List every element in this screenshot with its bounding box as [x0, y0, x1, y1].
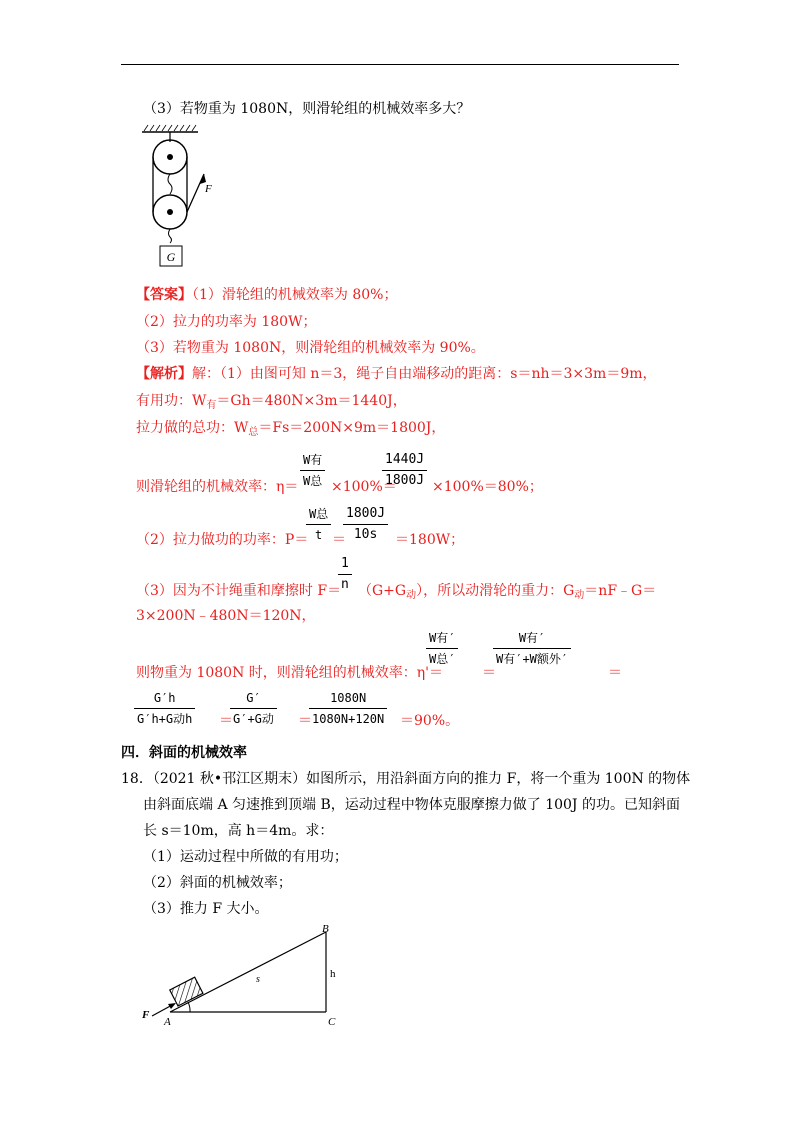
point-c-label: C — [328, 1016, 336, 1028]
analysis-l5b: ＝180W； — [395, 532, 465, 548]
answer-3: （3）若物重为 1080N，则滑轮组的机械效率为 90%。 — [136, 340, 485, 356]
force-label: F — [205, 183, 212, 195]
fraction-1-n: 1 n — [338, 556, 352, 593]
q18-part-1: （1）运动过程中所做的有用功； — [143, 849, 348, 865]
analysis-l9b: ＝90%。 — [400, 713, 460, 729]
fraction-1080: 1080N 1080N+120N — [309, 690, 387, 727]
fraction-w-useful-extra: W有′ W有′+W额外′ — [493, 630, 571, 667]
analysis-l4b: ×100%＝ — [331, 479, 397, 495]
height-h-label: h — [330, 968, 336, 980]
incline-figure — [138, 918, 358, 1028]
q18-part-3: （3）推力 F 大小。 — [143, 901, 269, 917]
fraction-w-useful-total-prime: W有′ W总′ — [426, 630, 458, 667]
slope-s-label: s — [256, 974, 260, 985]
analysis-line-1 — [136, 365, 657, 383]
analysis-l5eq: ＝ — [332, 532, 346, 548]
point-b-label: B — [322, 923, 329, 935]
fraction-gh: G′h G′h+G动h — [134, 690, 195, 727]
answer-line-1 — [136, 286, 397, 304]
fraction-w-total-t: W总 t — [306, 506, 331, 543]
push-force-label: F — [142, 1009, 150, 1021]
analysis-l1: 解：（1）由图可知 n＝3，绳子自由端移动的距离：s＝nh＝3×3m＝9m， — [192, 366, 657, 382]
fraction-w-useful-total: W有 W总 — [300, 452, 325, 489]
q18-line-2: 由斜面底端 A 匀速推到顶端 B，运动过程中物体克服摩擦力做了 100J 的功。已知斜面 — [143, 797, 680, 813]
analysis-l6-rest: $(G+G_动)$，所以动滑轮的重力：$G_动=nF﹣G=$ — [358, 583, 657, 601]
analysis-l8a: 则物重为 1080N 时，则滑轮组的机械效率：η'＝ — [136, 665, 444, 681]
analysis-l5a: （2）拉力做功的功率：P＝ — [136, 532, 309, 548]
analysis-line-3: 拉力做的总功：$W_总=Fs=200N\times 9m=1800J$， — [136, 420, 446, 438]
analysis-l8eq2: ＝ — [608, 665, 622, 681]
q18-line-1: 18．（2021 秋•邗江区期末）如图所示，用沿斜面方向的推力 F，将一个重为 100N 的物体 — [121, 771, 691, 787]
point-a-label: A — [164, 1016, 171, 1028]
analysis-l9eq1: ＝ — [219, 713, 233, 729]
analysis-l4a: 则滑轮组的机械效率：η＝ — [136, 479, 299, 495]
header-rule — [121, 64, 679, 65]
analysis-l7: 3×200N﹣480N＝120N， — [136, 608, 316, 624]
fraction-g: G′ G′+G动 — [230, 690, 277, 727]
analysis-l8eq1: ＝ — [482, 665, 496, 681]
analysis-l9eq2: ＝ — [298, 713, 312, 729]
q18-part-2: （2）斜面的机械效率； — [143, 875, 292, 891]
fraction-1440-1800: 1440J 1800J — [382, 452, 427, 489]
answer-tag: 【答案】 — [136, 287, 192, 303]
fraction-1800-10: 1800J 10s — [343, 506, 388, 543]
analysis-l6a: （3）因为不计绳重和摩擦时 F＝ — [136, 583, 342, 599]
answer-2: （2）拉力的功率为 180W； — [136, 314, 317, 330]
answer-1: （1）滑轮组的机械效率为 80%； — [192, 287, 398, 303]
section-4-heading: 四．斜面的机械效率 — [121, 745, 247, 761]
analysis-tag: 【解析】 — [136, 366, 192, 382]
q3-prompt: （3）若物重为 1080N，则滑轮组的机械效率多大？ — [143, 101, 471, 117]
q18-line-3: 长 s＝10m，高 h＝4m。求： — [143, 823, 334, 839]
weight-label: G — [166, 250, 176, 264]
analysis-line-2: 有用功：$W_有=Gh=480N\times 3m=1440J$， — [136, 393, 407, 411]
pulley-figure — [140, 124, 230, 274]
analysis-l4c: ×100%＝80%； — [432, 479, 543, 495]
